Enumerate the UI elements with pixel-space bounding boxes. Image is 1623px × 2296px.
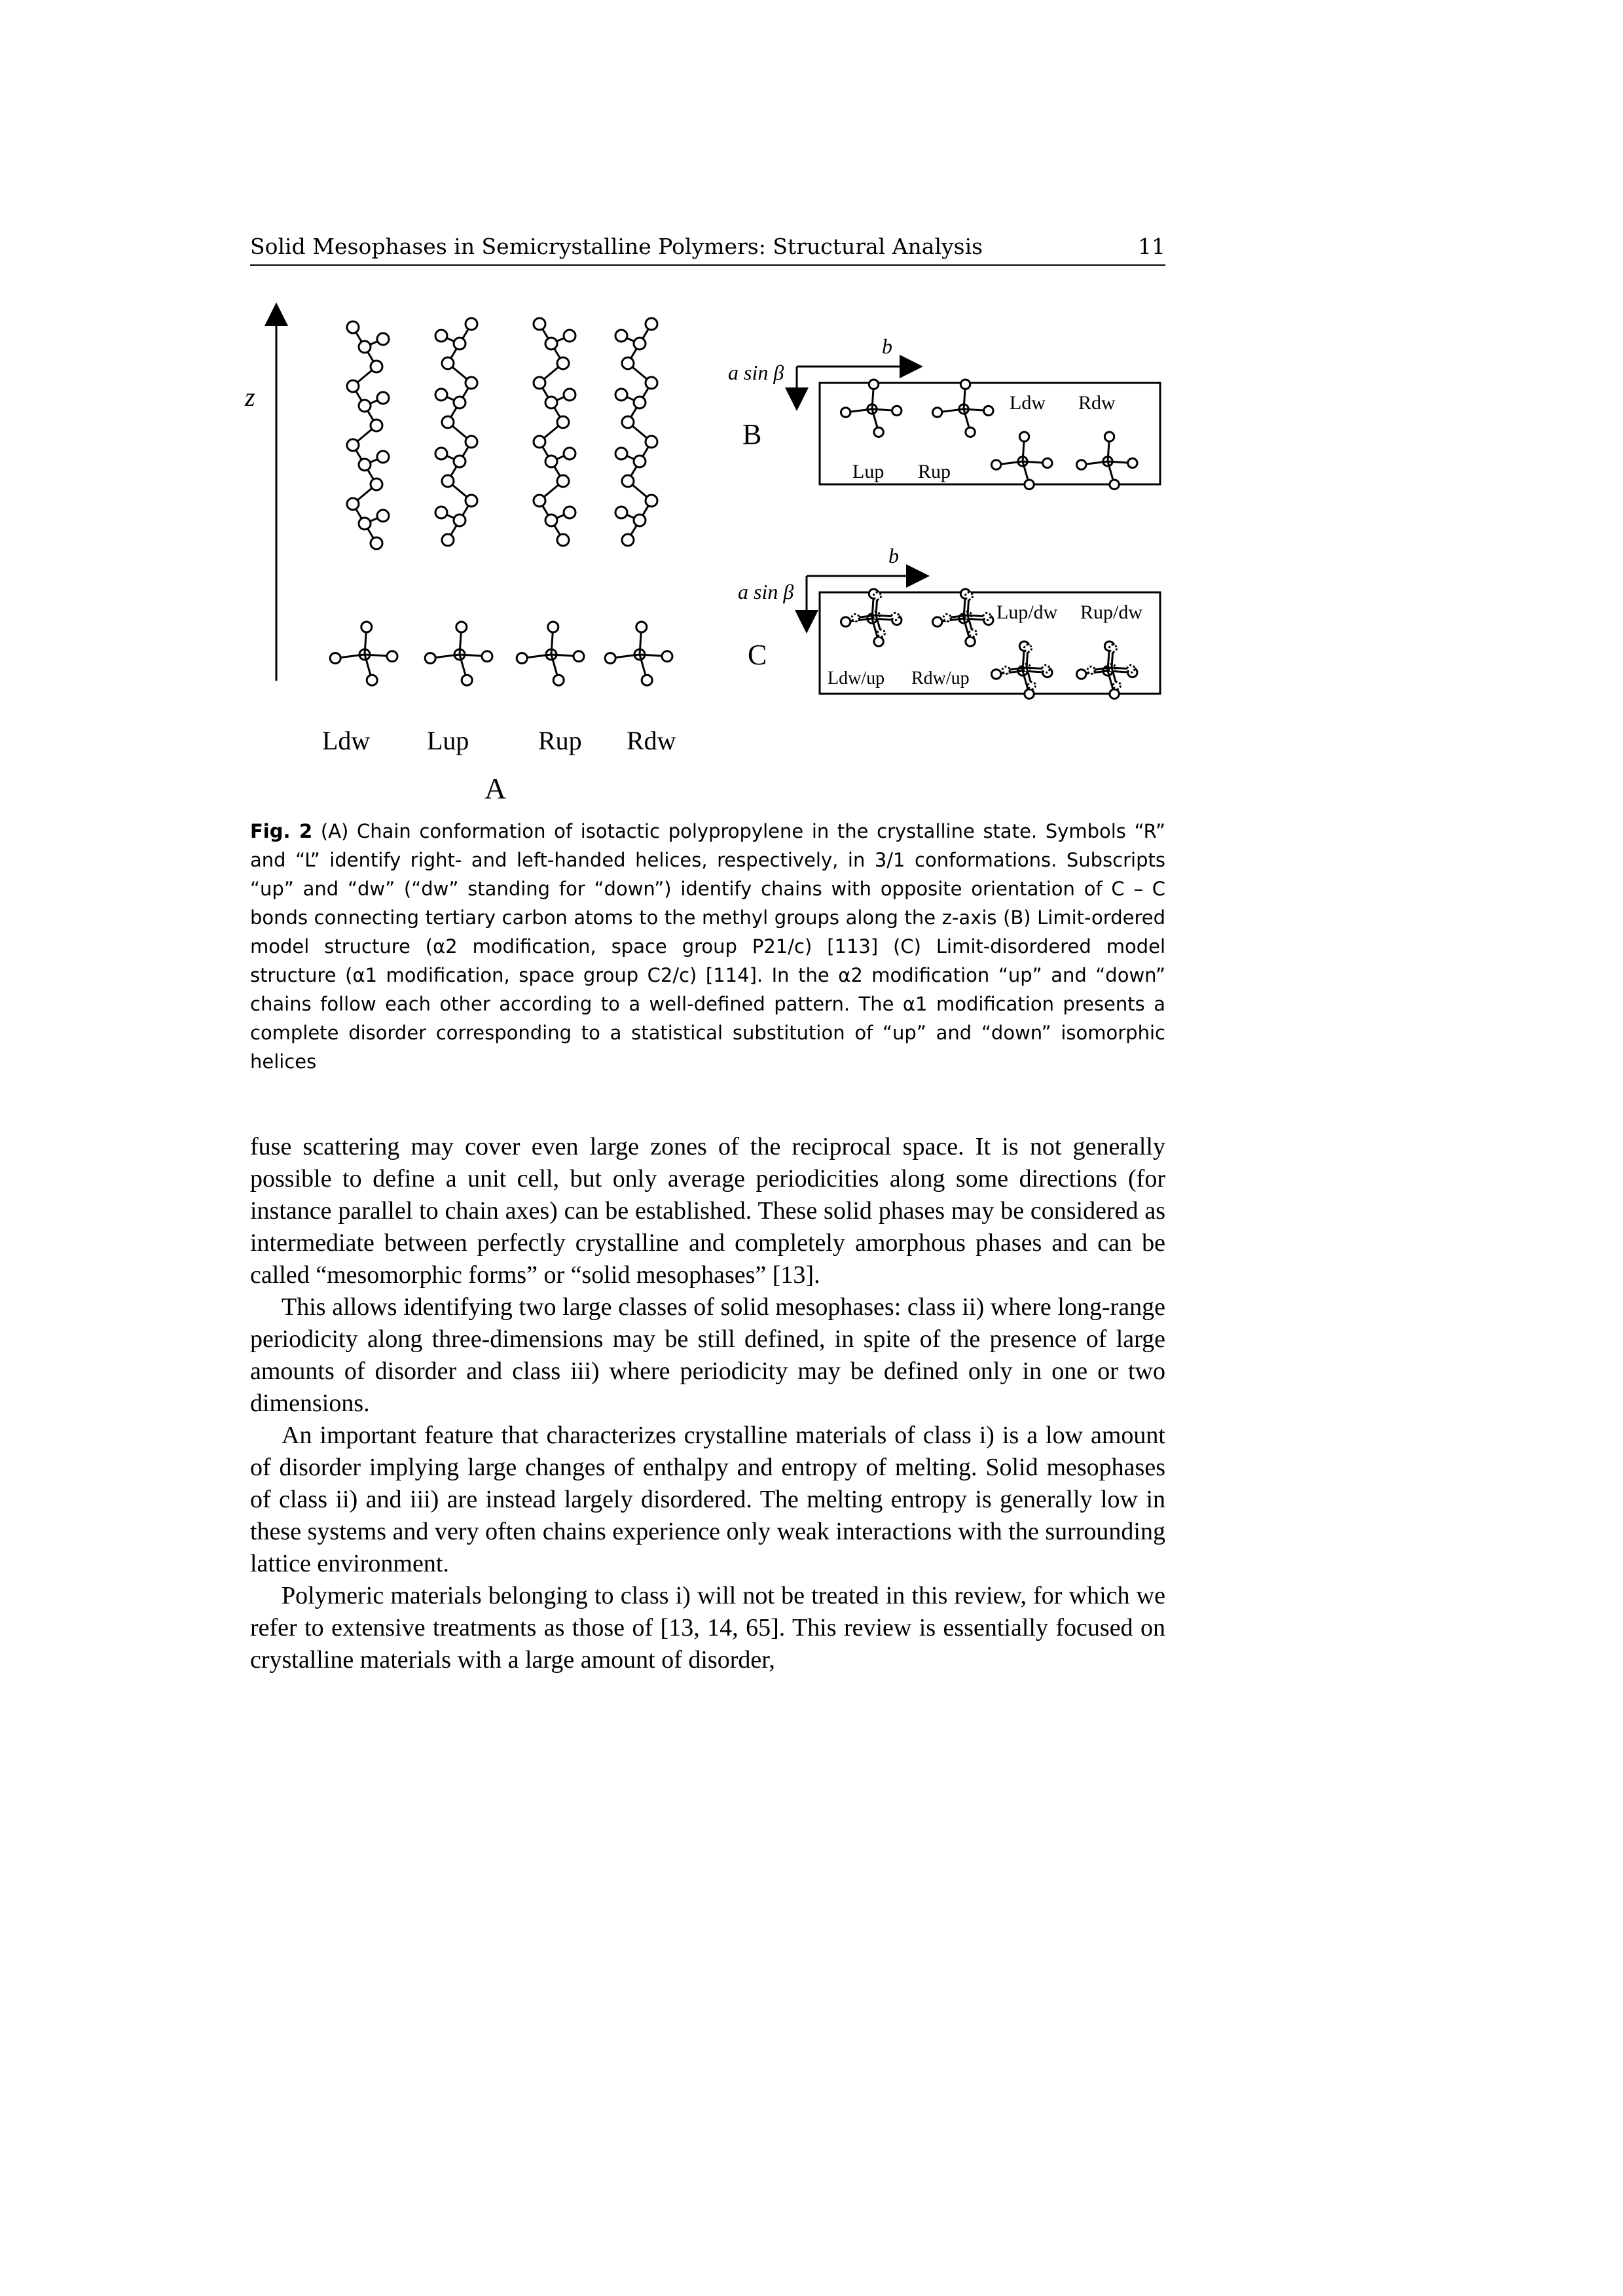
atom [456,622,467,632]
running-title: Solid Mesophases in Semicrystalline Polymers: Structural Analysis [250,234,983,259]
atom [615,507,627,518]
atom [1076,670,1085,679]
atom [517,653,527,664]
atom [548,622,558,632]
atom [1110,689,1119,698]
panel-c-label: C [748,639,767,671]
atom [642,675,652,685]
paragraph: fuse scattering may cover even large zones of the reciprocal space. It is not generally possible to define a unit cell, but only average periodicities along some directions (for instance parallel to chain axes) can be established. These solid phases may be considered as intermediate between perfectly crystalline and completely amorphous phases and can be called “mesomorphic forms” or “solid mesophases” [13]. [250,1133,1165,1289]
atom [1127,665,1135,672]
atom [1028,682,1035,689]
atom [371,478,382,490]
atom [435,448,447,459]
atom [330,653,340,664]
helix-projections [330,622,672,685]
atom [965,592,972,600]
atom [646,318,657,330]
figure-2 [245,288,1167,831]
atom [564,507,575,518]
figure-caption [250,817,1165,1076]
atom [435,389,447,401]
figure-caption-text: (A) Chain conformation of isotactic polypropylene in the crystalline state. Symbols “R” and “L” identify right- and left-handed helices, respectively, in 3/1 conformations. Subscripts “up” and “dw” (“dw” standing for “down”) identify chains with opposite orientation of C – C bonds connecting tertiary carbon atoms to the methyl groups along the z-axis (B) Limit-ordered model structure (α2 modification, space group P21/c) [113] (C) Limit-disordered model structure (α1 modification, space group C2/c) [114]. In the α2 modification “up” and “down” chains follow each other according to a well-defined pattern. The α1 modification presents a complete disorder corresponding to a statistical substitution of “up” and “down” isomorphic helices [250,820,1165,1073]
atom [605,653,615,664]
atom [359,400,371,412]
atom [359,341,371,353]
running-header [250,234,1165,266]
atom [545,514,557,526]
atom [454,514,465,526]
panel-b-axis-a: a sin β [728,361,784,384]
atom [634,397,646,408]
atom [534,318,545,330]
atom [1043,458,1052,467]
paragraph: This allows identifying two large classes of solid mesophases: class ii) where long-range periodicity along three-dimensions may be still defined, in spite of the presence of large amounts of disorder and class iii) where periodicity may be defined only in one or two dimensions. [250,1293,1165,1417]
atom [892,406,902,415]
atom [1104,432,1114,441]
atom [361,622,372,632]
atom [622,534,634,546]
atom [1025,480,1034,489]
panel-c-label-ldwup: Ldw/up [828,668,885,689]
chain-label-rdw: Rdw [627,726,676,755]
atom [1002,666,1010,673]
atom [367,675,377,685]
atom [435,330,447,342]
atom [347,498,359,510]
atom [534,377,545,389]
atom [435,507,447,518]
atom [634,338,646,350]
atom [983,613,991,620]
atom [1076,460,1085,469]
atom [877,630,884,637]
atom [943,614,951,621]
atom [874,427,883,437]
atom [634,514,646,526]
atom [564,448,575,459]
atom [557,416,569,428]
atom [347,380,359,392]
atom [545,338,557,350]
atom [371,361,382,372]
panel-b-label-lup: Lup [852,461,884,482]
chain-label-rup: Rup [538,726,582,755]
atom [841,408,850,417]
atom [574,651,584,662]
atom [646,436,657,448]
atom [1113,682,1120,689]
atom [852,614,859,621]
paragraph: An important feature that characterizes crystalline materials of class i) is a low amount of disorder implying large changes of enthalpy and entropy of melting. Solid mesophases of class ii) and iii) are instead largely disordered. The melting entropy is generally low in these systems and very often chains experience only weak interactions with the surrounding lattice environment. [250,1422,1165,1577]
atom [442,534,454,546]
chain-label-lup: Lup [427,726,469,755]
panel-b-label-rdw: Rdw [1078,392,1116,414]
atom [442,416,454,428]
atom [545,397,557,408]
atom [557,534,569,546]
atom [359,459,371,471]
atom [991,460,1000,469]
atom [465,436,477,448]
atom [966,427,975,437]
page-number: 11 [1138,234,1165,259]
body-text [250,1131,1165,1676]
atom [615,330,627,342]
atom [662,651,672,662]
atom [646,495,657,507]
atom [622,416,634,428]
atom [465,495,477,507]
atom [615,389,627,401]
atom [454,456,465,467]
atom [869,380,878,389]
atom [932,617,941,626]
atom [634,456,646,467]
atom [465,318,477,330]
helix-chains [347,318,657,549]
atom [482,651,492,662]
atom [966,637,975,646]
atom [377,333,389,345]
atom [1087,666,1095,673]
panel-c-axis-a: a sin β [738,580,794,603]
atom [557,357,569,369]
panel-c-axis-b: b [888,544,899,567]
atom [387,651,397,662]
atom [534,436,545,448]
atom [377,451,389,463]
panel-a-label: A [484,772,507,805]
atom [534,495,545,507]
atom [932,408,941,417]
atom [984,406,993,415]
figure-2-drawing [245,288,1167,831]
atom [462,675,472,685]
atom [553,675,564,685]
atom [465,377,477,389]
atom [622,475,634,487]
z-axis-label: z [245,382,255,412]
atom [960,380,970,389]
atom [454,338,465,350]
atom [371,420,382,431]
atom [377,392,389,404]
panel-b-axis-b: b [882,334,892,358]
atom [442,357,454,369]
atom [1024,645,1031,652]
chain-label-ldw: Ldw [322,726,371,755]
atom [969,630,976,637]
panel-b [728,334,1160,489]
atom [1019,432,1029,441]
atom [873,592,881,600]
atom [892,613,899,620]
atom [1110,480,1119,489]
atom [1025,689,1034,698]
atom [564,330,575,342]
atom [991,670,1000,679]
atom [1128,458,1137,467]
atom [377,510,389,522]
atom [347,321,359,333]
atom [1042,665,1049,672]
atom [371,537,382,549]
atom [442,475,454,487]
atom [646,377,657,389]
atom [622,357,634,369]
panel-c-label-rdwup: Rdw/up [911,668,970,689]
atom [359,518,371,529]
atom [564,389,575,401]
panel-b-label-ldw: Ldw [1010,392,1046,414]
atom [347,439,359,451]
panel-c-label-rupdw: Rup/dw [1080,601,1143,623]
panel-c [738,544,1160,698]
panel-a [244,314,676,805]
atom [615,448,627,459]
panel-b-label: B [742,418,762,450]
atom [454,397,465,408]
atom [425,653,435,664]
atom [1109,645,1116,652]
atom [545,456,557,467]
paragraph: Polymeric materials belonging to class i) will not be treated in this review, for which we refer to extensive treatments as those of [13, 14, 65]. This review is essentially focused on crystalline materials with a large amount of disorder, [250,1582,1165,1674]
atom [841,617,850,626]
atom [636,622,647,632]
panel-b-label-rup: Rup [918,461,951,482]
atom [874,637,883,646]
atom [557,475,569,487]
figure-caption-label: Fig. 2 [250,820,313,842]
panel-c-label-lupdw: Lup/dw [996,601,1058,623]
